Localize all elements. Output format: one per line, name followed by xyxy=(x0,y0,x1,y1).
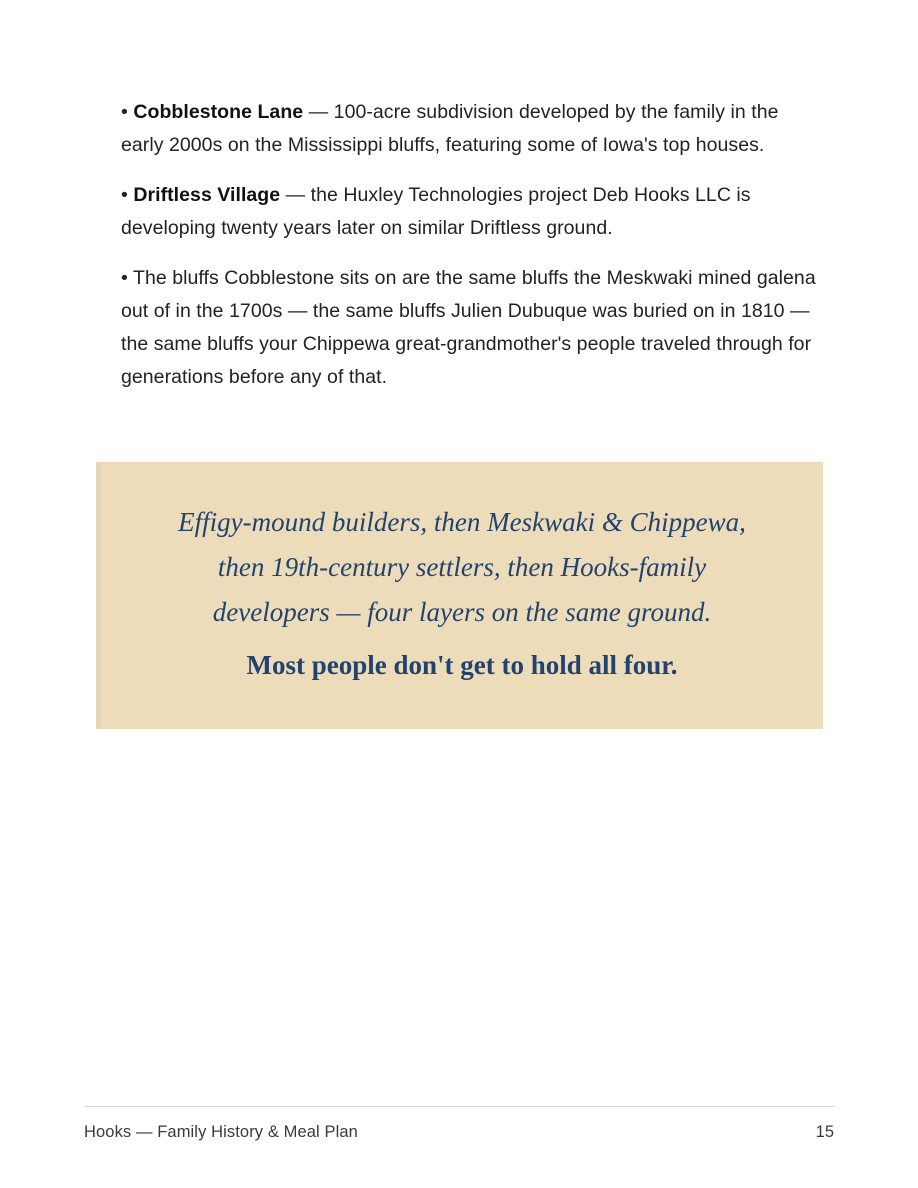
bullet-lead-term: Cobblestone Lane xyxy=(133,101,304,123)
bullet-marker: • xyxy=(121,101,128,123)
callout-emphasis-text: Most people don't get to hold all four. xyxy=(246,649,678,680)
bullet-paragraph-cobblestone-lane xyxy=(121,96,821,162)
footer-page-number: 15 xyxy=(815,1123,834,1141)
bullet-marker: • xyxy=(121,267,128,289)
bullet-body-text: The bluffs Cobblestone sits on are the same bluffs the Meskwaki mined galena out of in the 1700s — the same bluffs Julien Dubuque was buried on in 1810 — the same bluffs your Chippewa great-grandmother's people traveled through for generations before any of that. xyxy=(121,267,816,388)
callout-italic-text: Effigy-mound builders, then Meskwaki & Chippewa, then 19th-century settlers, then Hooks-family developers — four layers on the same ground. xyxy=(178,506,746,627)
page-footer xyxy=(84,1106,834,1142)
bullet-body-text: — 100-acre subdivision developed by the family in the early 2000s on the Mississippi bluffs, featuring some of Iowa's top houses. xyxy=(121,101,779,156)
bullet-paragraph-bluffs-history xyxy=(121,262,821,394)
body-content xyxy=(121,96,821,411)
bullet-body-text: — the Huxley Technologies project Deb Hooks LLC is developing twenty years later on similar Driftless ground. xyxy=(121,184,751,239)
bullet-marker: • xyxy=(121,184,128,206)
bullet-lead-term: Driftless Village xyxy=(133,184,281,206)
footer-document-title: Hooks — Family History & Meal Plan xyxy=(84,1123,358,1141)
bullet-paragraph-driftless-village xyxy=(121,179,821,245)
highlight-callout-box xyxy=(96,462,823,729)
